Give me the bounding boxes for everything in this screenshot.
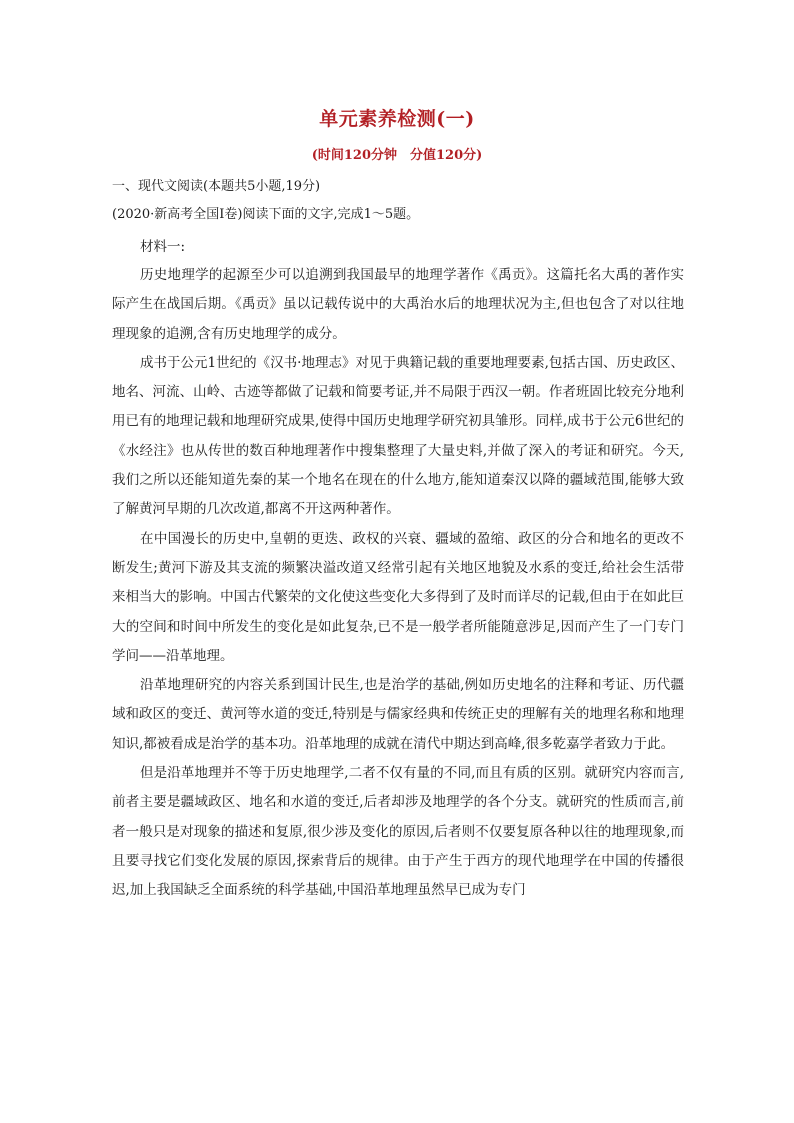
material-label: 材料一: bbox=[140, 239, 186, 255]
source-note: (2020·新高考全国Ⅰ卷)阅读下面的文字,完成1～5题。 bbox=[112, 207, 420, 222]
paragraph: 在中国漫长的历史中,皇朝的更迭、政权的兴衰、疆域的盈缩、政区的分合和地名的更改不断发生;黄河下游及其支流的频繁决溢改道又经常引起有关地区地貌及水系的变迁,给社会生活带来相当大的影响。中国古代繁荣的文化使这些变化大多得到了及时而详尽的记载,但由于在如此巨大的空间和时间中所发生的变化是如此复杂,已不是一般学者所能随意涉足,因而产生了一门专门学问——沿革地理。 bbox=[112, 530, 684, 664]
page-title: 单元素养检测(一) bbox=[319, 108, 475, 130]
paragraph: 成书于公元1世纪的《汉书·地理志》对见于典籍记载的重要地理要素,包括古国、历史政区、地名、河流、山岭、古迹等都做了记载和简要考证,并不局限于西汉一朝。作者班固比较充分地利用已有的地理记载和地理研究成果,使得中国历史地理学研究初具雏形。同样,成书于公元6世纪的《水经注》也从传世的数百种地理著作中搜集整理了大量史料,并做了深入的考证和研究。今天,我们之所以还能知道先秦的某一个地名在现在的什么地方,能知道秦汉以降的疆域范围,能够大致了解黄河早期的几次改道,都离不开这两种著作。 bbox=[112, 354, 684, 518]
paragraph: 沿革地理研究的内容关系到国计民生,也是治学的基础,例如历史地名的注释和考证、历代疆域和政区的变迁、黄河等水道的变迁,特别是与儒家经典和传统正史的理解有关的地理名称和地理知识,都被看成是治学的基本功。沿革地理的成就在清代中期达到高峰,很多乾嘉学者致力于此。 bbox=[112, 677, 684, 752]
paragraph: 但是沿革地理并不等于历史地理学,二者不仅有量的不同,而且有质的区别。就研究内容而言,前者主要是疆域政区、地名和水道的变迁,后者却涉及地理学的各个分支。就研究的性质而言,前者一般只是对现象的描述和复原,很少涉及变化的原因,后者则不仅要复原各种以往的地理现象,而且要寻找它们变化发展的原因,探索背后的规律。由于产生于西方的现代地理学在中国的传播很迟,加上我国缺乏全面系统的科学基础,中国沿革地理虽然早已成为专门 bbox=[112, 765, 684, 899]
page-subtitle: (时间120分钟 分值120分) bbox=[311, 148, 483, 163]
paragraph: 历史地理学的起源至少可以追溯到我国最早的地理学著作《禹贡》。这篇托名大禹的著作实际产生在战国后期。《禹贡》虽以记载传说中的大禹治水后的地理状况为主,但也包含了对以往地理现象的追溯,含有历史地理学的成分。 bbox=[112, 267, 684, 342]
article-body bbox=[112, 261, 684, 906]
section-heading: 一、现代文阅读(本题共5小题,19分) bbox=[112, 179, 321, 194]
